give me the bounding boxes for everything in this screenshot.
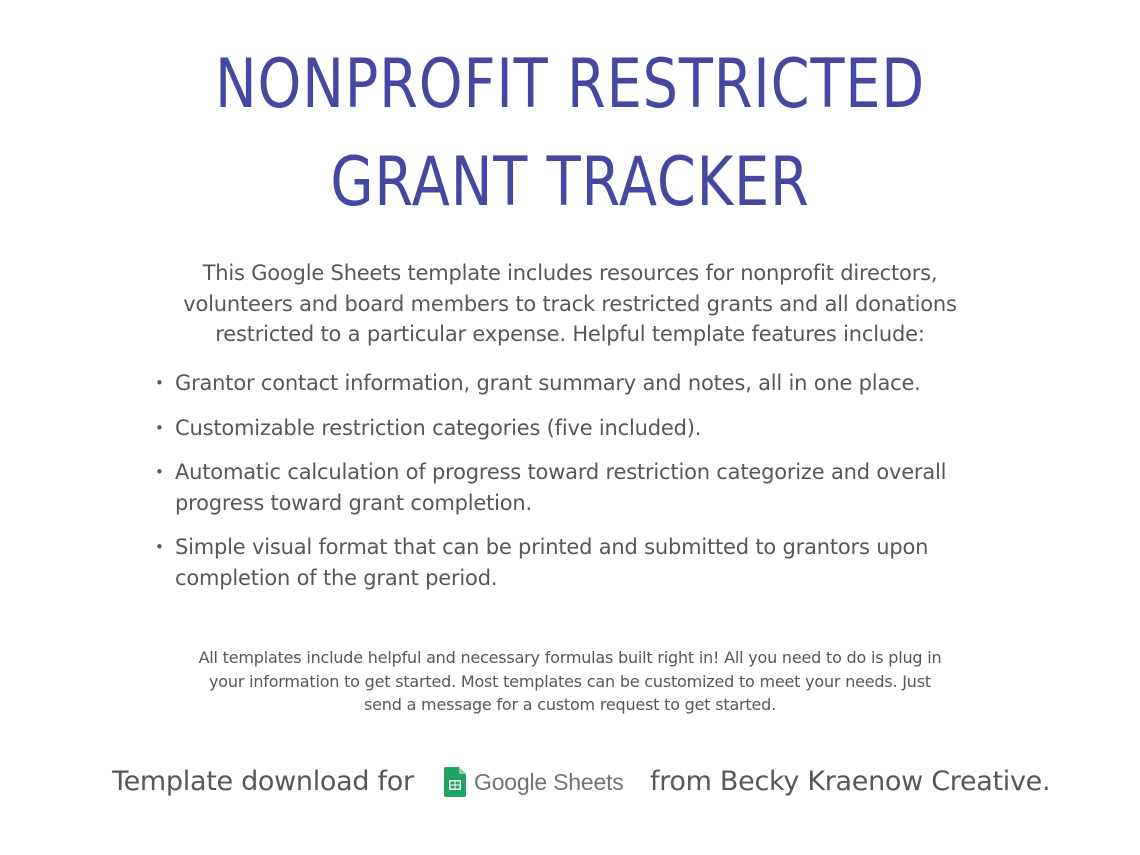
google-sheets-icon <box>444 767 466 797</box>
title-line-1: NONPROFIT RESTRICTED <box>214 45 926 124</box>
page-title <box>103 36 1038 232</box>
feature-item <box>155 368 985 399</box>
google-sheets-logo <box>444 764 624 800</box>
bullet-icon: • <box>155 538 164 556</box>
download-credit <box>0 756 1140 808</box>
intro-paragraph: This Google Sheets template includes resources for nonprofit directors, volunteers and board members to track restricted grants and all donations restricted to a particular expense. Helpful template features include: <box>183 261 957 346</box>
feature-text: Customizable restriction categories (five included). <box>175 415 702 440</box>
download-prefix: Template download for <box>112 766 414 797</box>
bullet-icon: • <box>155 374 164 392</box>
download-suffix: from Becky Kraenow Creative. <box>650 766 1051 797</box>
footer-note: All templates include helpful and necessary formulas built right in! All you need to do is plug in your information to get started. Most templates can be customized to meet your needs. Just send a message for a custom request to get started. <box>198 648 942 714</box>
bullet-icon: • <box>155 463 164 481</box>
feature-item <box>155 532 985 593</box>
feature-text: Grantor contact information, grant summary and notes, all in one place. <box>175 371 921 395</box>
feature-item <box>155 413 985 444</box>
title-line-2: GRANT TRACKER <box>330 143 810 222</box>
feature-item <box>155 457 985 518</box>
feature-text: Simple visual format that can be printed and submitted to grantors upon completion of the grant period. <box>175 535 929 590</box>
bullet-icon: • <box>155 418 164 437</box>
feature-text: Automatic calculation of progress toward restriction categorize and overall progress toward grant completion. <box>175 460 947 515</box>
feature-list <box>155 368 985 607</box>
google-sheets-wordmark: Google Sheets <box>474 768 624 795</box>
